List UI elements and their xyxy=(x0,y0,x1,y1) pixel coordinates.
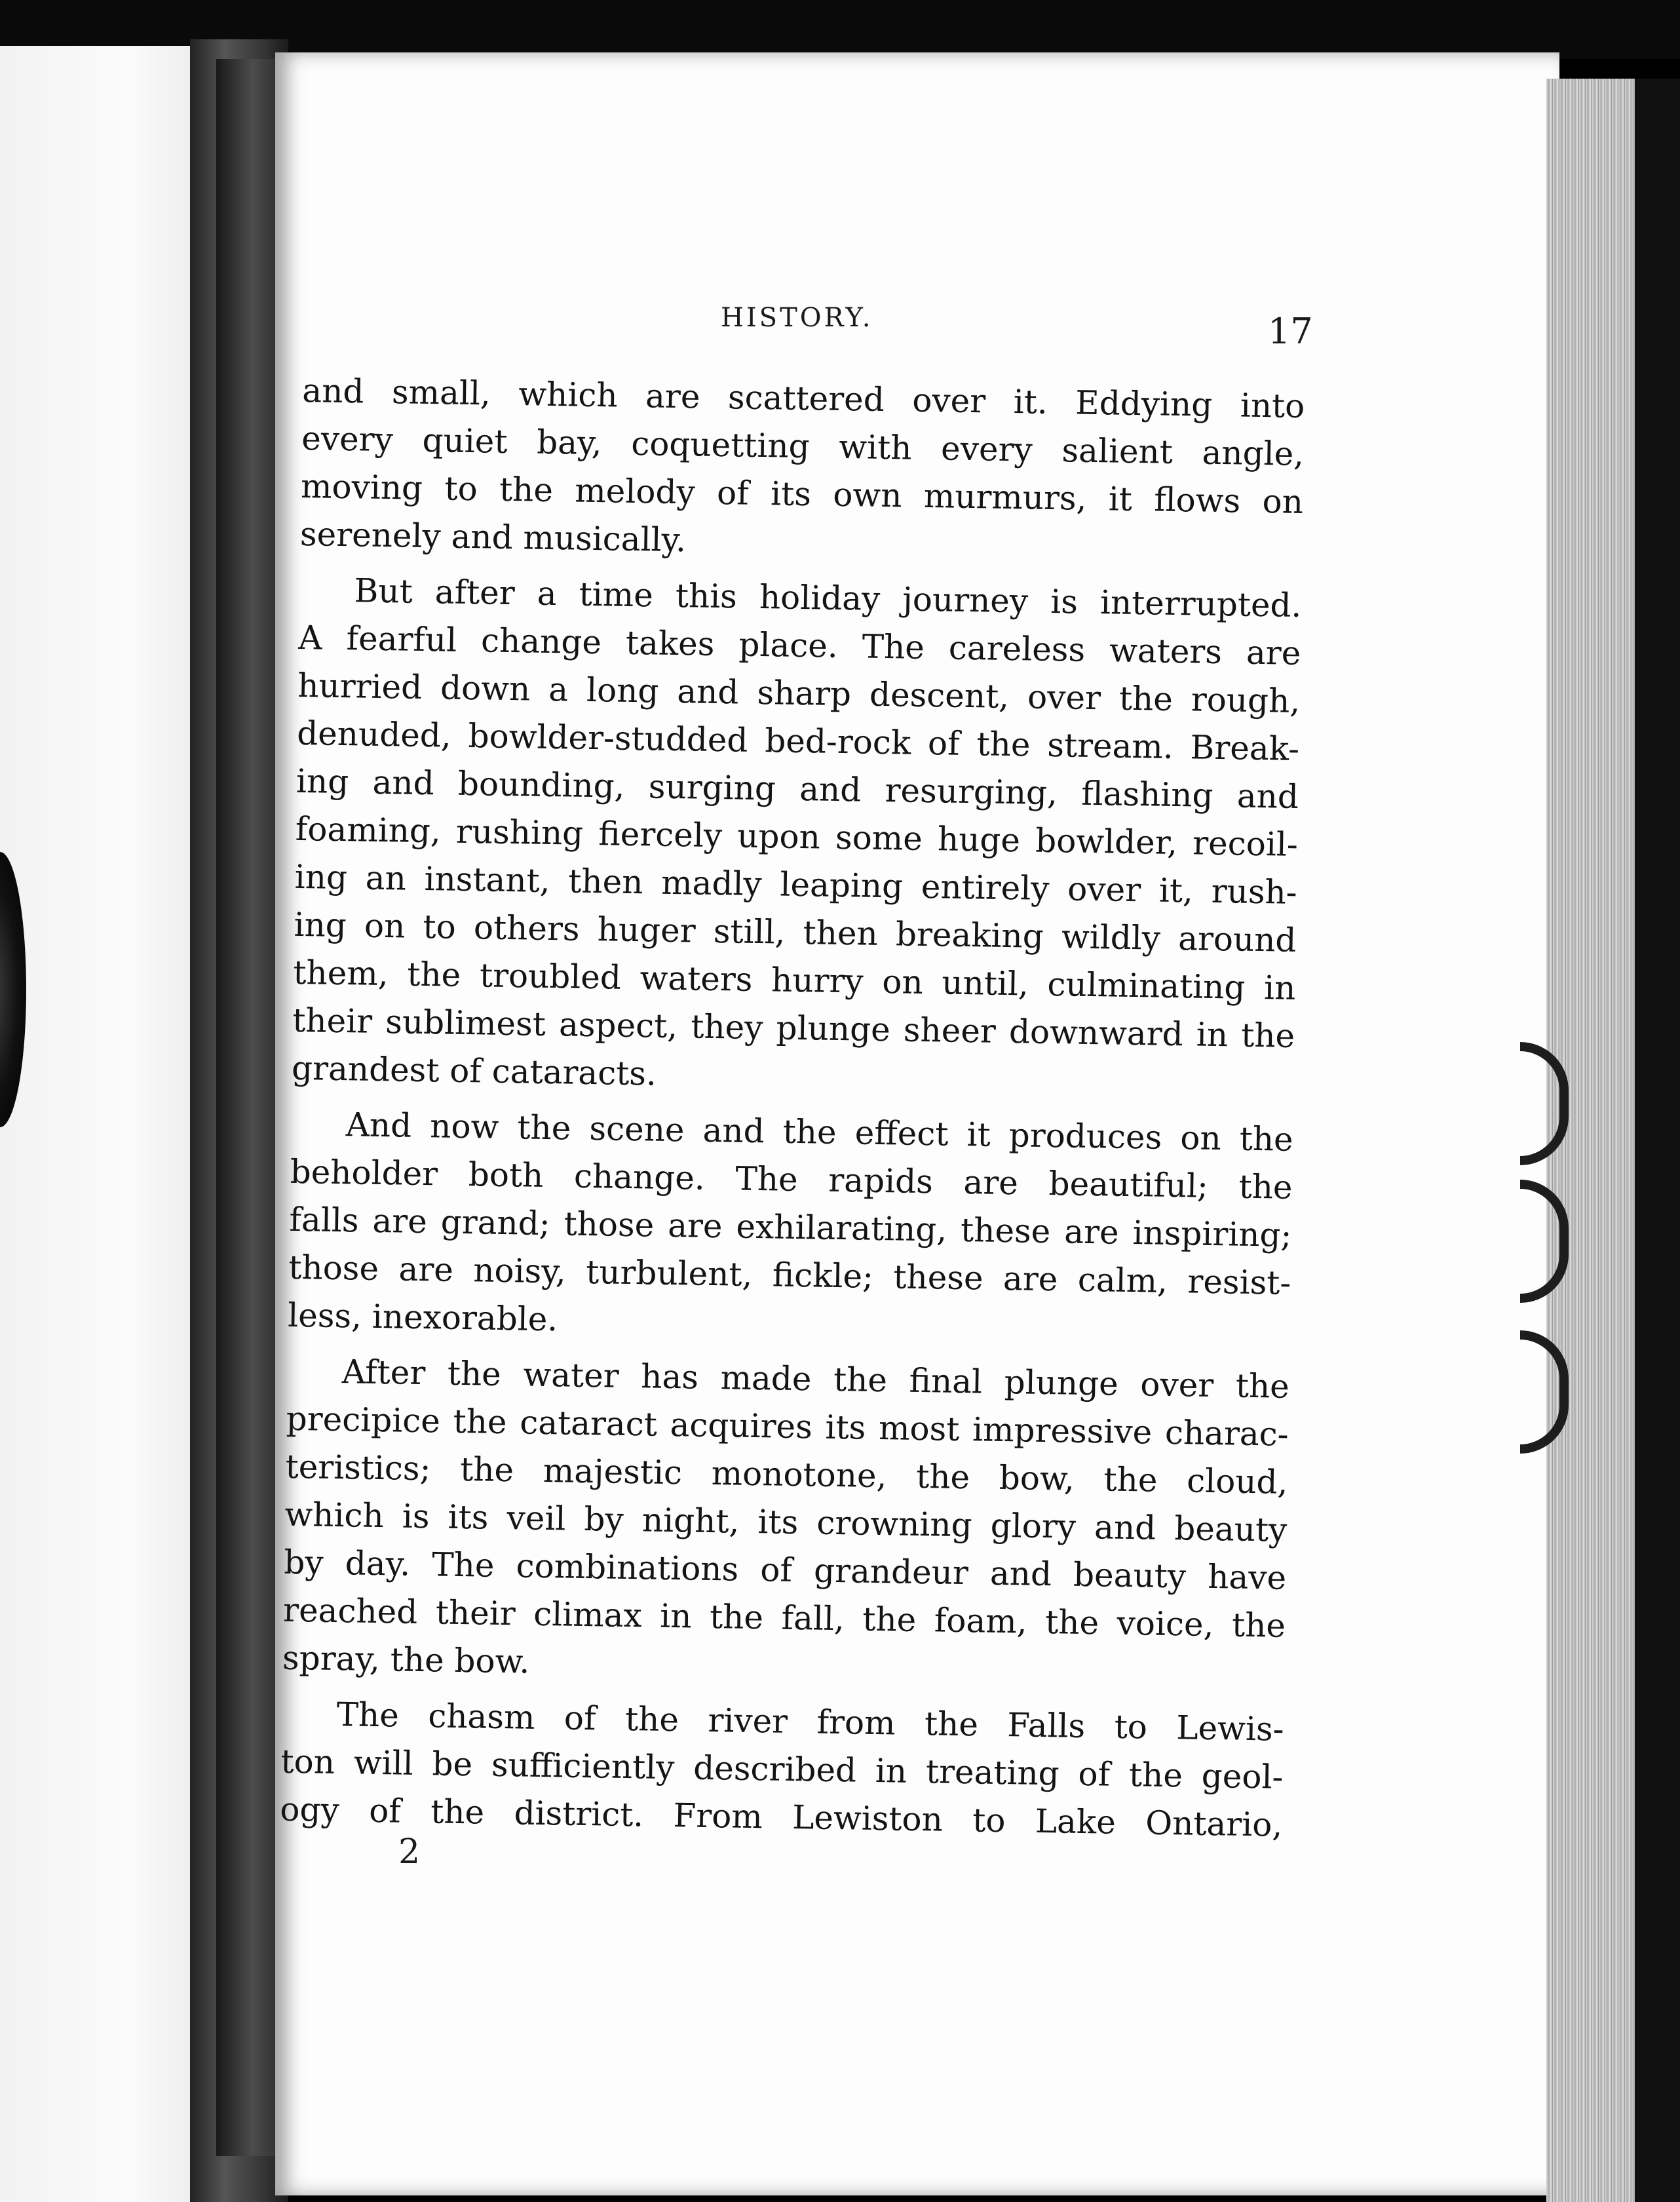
facing-page-left xyxy=(0,46,216,2202)
text-line: ton will be sufficiently described in treating of the geol- xyxy=(280,1742,1284,1796)
text-line: every quiet bay, coquetting with every salient angle, xyxy=(301,419,1305,474)
signature-mark: 2 xyxy=(398,1832,421,1872)
text-line: ing an instant, then madly leaping entirely over it, rush- xyxy=(294,857,1298,912)
paragraph xyxy=(288,1100,1294,1355)
text-line: But after a time this holiday journey is interrupted. xyxy=(354,571,1302,625)
text-line: foaming, rushing fiercely upon some huge bowlder, recoil- xyxy=(295,809,1299,864)
text-line: beholder both change. The rapids are beautiful; the xyxy=(290,1152,1293,1207)
text-line: teristics; the majestic monotone, the bow, the cloud, xyxy=(285,1447,1288,1501)
text-line: reached their climax in the fall, the foam, the voice, the xyxy=(282,1591,1286,1645)
text-line: serenely and musically. xyxy=(299,514,687,560)
body-text xyxy=(280,367,1305,1857)
text-line: those are noisy, turbulent, fickle; these are calm, resist- xyxy=(288,1248,1291,1302)
text-line: grandest of cataracts. xyxy=(291,1049,657,1093)
text-line: And now the scene and the effect it produces on the xyxy=(345,1106,1294,1159)
running-head: HISTORY. xyxy=(721,303,873,333)
text-line: by day. The combinations of grandeur and beauty have xyxy=(283,1543,1287,1597)
scan-right-border xyxy=(1635,79,1680,2202)
paragraph xyxy=(282,1347,1289,1698)
text-line: which is its veil by night, its crowning glory and beauty xyxy=(284,1495,1288,1549)
text-line: hurried down a long and sharp descent, over the rough, xyxy=(297,666,1301,720)
paragraph xyxy=(292,566,1302,1108)
text-line: The chasm of the river from the Falls to Lewis- xyxy=(336,1695,1284,1748)
paragraph xyxy=(299,367,1305,574)
text-line: less, inexorable. xyxy=(287,1296,558,1339)
text-line: ing on to others huger still, then breaking wildly around xyxy=(294,905,1297,959)
text-line: and small, which are scattered over it. Eddying into xyxy=(301,371,1305,426)
text-line: ing and bounding, surging and resurging, flashing and xyxy=(296,762,1299,816)
paragraph xyxy=(280,1690,1284,1849)
text-line: their sublimest aspect, they plunge sheer downward in the xyxy=(292,1001,1295,1055)
text-line: ogy of the district. From Lewiston to Lake Ontario, xyxy=(279,1790,1283,1844)
text-line: After the water has made the final plunge over the xyxy=(341,1353,1290,1406)
page-number: 17 xyxy=(1268,311,1313,352)
facing-page-illustration-edge xyxy=(0,852,26,1127)
text-line: falls are grand; those are exhilarating, these are inspiring; xyxy=(289,1200,1292,1254)
text-line: them, the troubled waters hurry on until, culminating in xyxy=(293,953,1296,1007)
text-line: spray, the bow. xyxy=(282,1638,530,1681)
text-line: precipice the cataract acquires its most impressive charac- xyxy=(286,1399,1289,1454)
text-line: moving to the melody of its own murmurs, it flows on xyxy=(300,467,1304,522)
text-line: denuded, bowlder-studded bed-rock of the stream. Break- xyxy=(296,714,1300,768)
text-line: A fearful change takes place. The careless waters are xyxy=(298,618,1301,672)
